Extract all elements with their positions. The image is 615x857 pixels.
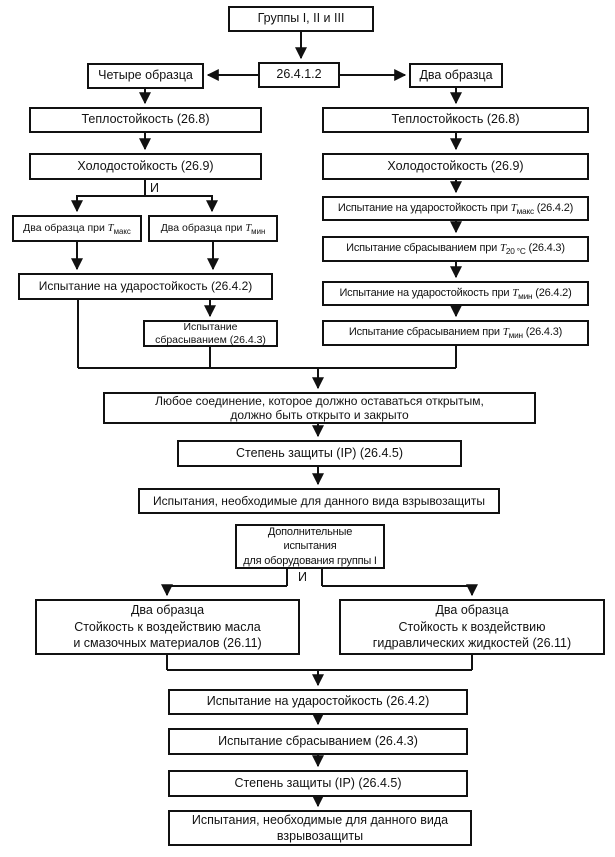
node-groups <box>228 6 374 32</box>
node-oil-resistance <box>35 599 300 655</box>
node-label: сбрасыванием (26.4.3) <box>155 333 266 346</box>
node-label: Группы I, II и III <box>257 11 345 26</box>
node-label: Степень защиты (IP) (26.4.5) <box>236 445 403 460</box>
node-required-tests <box>138 488 500 514</box>
node-bottom-ip-protection <box>168 770 468 797</box>
node-label: Холодостойкость (26.9) <box>77 158 214 173</box>
node-right-impact-tmax <box>322 196 589 221</box>
and-junction-label-group1: И <box>298 570 307 584</box>
node-label: Два образца <box>419 67 493 82</box>
node-label: 26.4.1.2 <box>276 67 322 82</box>
node-label: Любое соединение, которое должно оставаться открытым, <box>155 393 484 408</box>
node-bottom-drop-test <box>168 728 468 755</box>
node-label: Испытание сбрасыванием при $Т_{20 ^\circ С}$ (26.4.3) <box>346 242 565 257</box>
node-label: Испытание сбрасыванием при $Т_{мин}$ (26.4.3) <box>348 326 563 341</box>
node-label: Испытания, необходимые для данного вида взрывозащиты <box>153 493 485 508</box>
node-label: Два образца при $Т_{мин}$ <box>160 221 266 237</box>
node-label: Испытание на ударостойкость при $Т_{макс}$ (26.4.2) <box>337 201 574 216</box>
node-left-heat-resistance <box>29 107 262 133</box>
node-right-drop-tmin <box>322 320 589 346</box>
node-label: Испытание сбрасыванием (26.4.3) <box>218 733 418 748</box>
node-four-samples <box>87 63 204 89</box>
node-label: Испытание на ударостойкость (26.4.2) <box>38 279 253 293</box>
node-label: Четыре образца <box>98 68 193 83</box>
node-open-connection <box>103 392 536 424</box>
node-bottom-impact-test <box>168 689 468 715</box>
node-label: Стойкость к воздействию масла <box>74 619 261 634</box>
node-label: Теплостойкость (26.8) <box>81 112 210 127</box>
node-two-samples <box>409 63 503 88</box>
node-left-impact-test <box>18 273 273 300</box>
node-two-samples-tmin <box>148 215 278 242</box>
node-label: Испытание на ударостойкость (26.4.2) <box>206 694 430 709</box>
node-ip-protection <box>177 440 462 467</box>
node-label: взрывозащиты <box>276 829 364 843</box>
node-hydraulic-resistance <box>339 599 605 655</box>
node-additional-tests-group1 <box>235 524 385 569</box>
node-label: Испытания, необходимые для данного вида <box>191 812 449 827</box>
node-label: Два образца при $Т_{макс}$ <box>23 221 131 237</box>
node-label: Холодостойкость (26.9) <box>387 158 524 173</box>
and-junction-label-left: И <box>150 181 159 195</box>
node-two-samples-tmax <box>12 215 142 242</box>
node-left-drop-test <box>143 320 278 347</box>
node-label: Испытание <box>183 321 238 334</box>
node-label: Два образца <box>435 602 509 617</box>
node-label: Дополнительные испытания <box>267 526 353 553</box>
node-clause-26412 <box>258 62 340 88</box>
node-right-cold-resistance <box>322 153 589 180</box>
node-right-heat-resistance <box>322 107 589 133</box>
node-label: Степень защиты (IP) (26.4.5) <box>234 775 402 790</box>
node-label: должно быть открыто и закрыто <box>230 408 409 422</box>
node-right-drop-t20 <box>322 236 589 262</box>
node-left-cold-resistance <box>29 153 262 180</box>
node-label: и смазочных материалов (26.11) <box>73 636 262 651</box>
node-label: Испытание на ударостойкость при $Т_{мин}$ (26.4.2) <box>339 286 572 301</box>
node-right-impact-tmin <box>322 281 589 306</box>
node-label: гидравлических жидкостей (26.11) <box>372 636 572 651</box>
node-label: Теплостойкость (26.8) <box>391 112 520 127</box>
node-label: Два образца <box>130 602 205 617</box>
node-label: для оборудования группы I <box>243 554 377 567</box>
node-bottom-required-tests <box>168 810 472 846</box>
node-label: Стойкость к воздействию <box>398 619 546 634</box>
